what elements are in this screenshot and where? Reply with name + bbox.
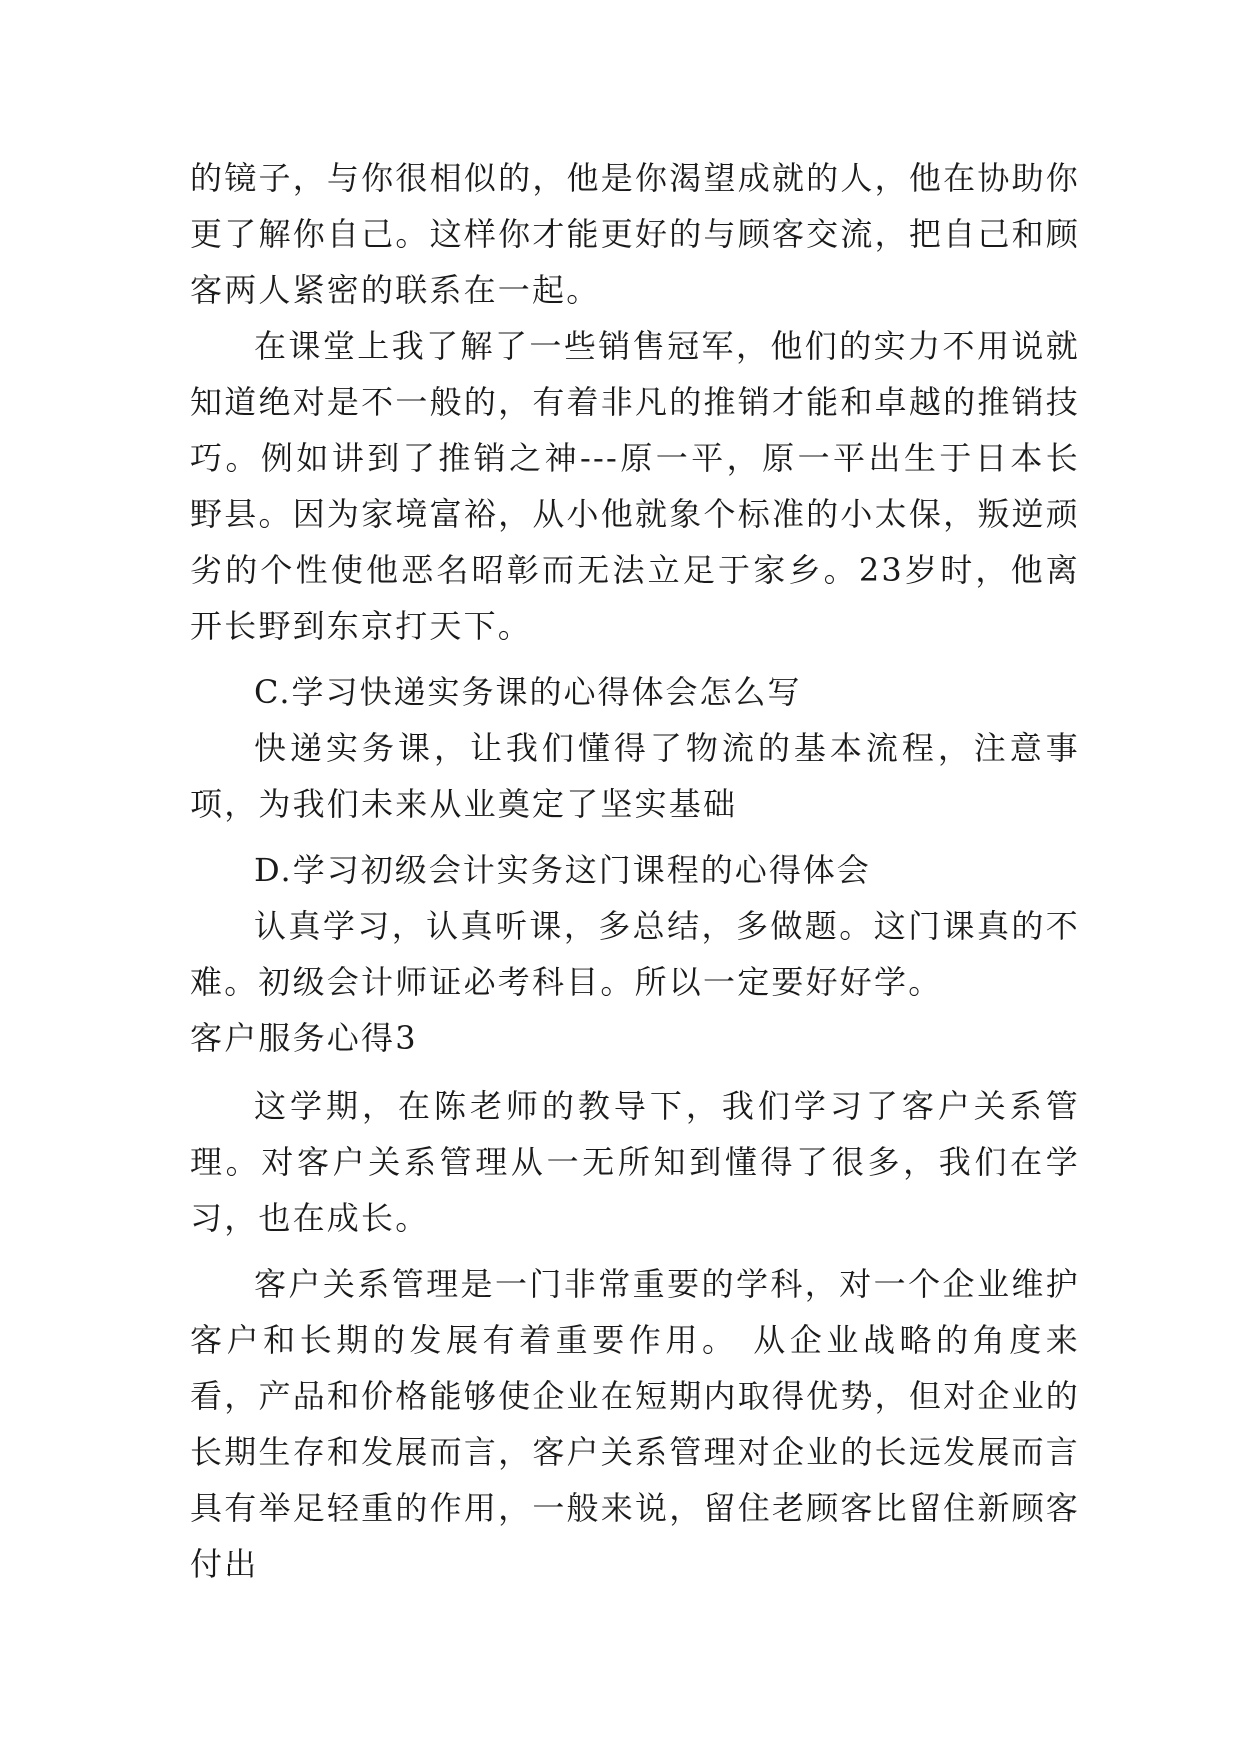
section-heading-d: D.学习初级会计实务这门课程的心得体会 (254, 851, 871, 889)
paragraph-accounting-course: 认真学习，认真听课，多总结，多做题。这门课真的不难。初级会计师证必考科目。所以一定要好好学。 (190, 907, 1080, 1001)
paragraph-crm-intro: 这学期，在陈老师的教导下，我们学习了客户关系管理。对客户关系管理从一无所知到懂得了很多，我们在学习，也在成长。 (190, 1087, 1080, 1237)
paragraph-express-course: 快递实务课，让我们懂得了物流的基本流程，注意事项，为我们未来从业奠定了坚实基础 (190, 729, 1080, 823)
paragraph-sales-champion: 在课堂上我了解了一些销售冠军，他们的实力不用说就知道绝对是不一般的，有着非凡的推销才能和卓越的推销技巧。例如讲到了推销之神---原一平，原一平出生于日本长野县。因为家境富裕，从小他就象个标准的小太保，叛逆顽劣的个性使他恶名昭彰而无法立足于家乡。23岁时，他离开长野到东京打天下。 (190, 327, 1080, 645)
paragraph-crm-importance: 客户关系管理是一门非常重要的学科，对一个企业维护客户和长期的发展有着重要作用。 从企业战略的角度来看，产品和价格能够使企业在短期内取得优势，但对企业的长期生存和发展而言，客户关系管理对企业的长远发展而言具有举足轻重的作用，一般来说，留住老顾客比留住新顾客付出 (190, 1265, 1080, 1583)
article-title-3: 客户服务心得3 (190, 1019, 418, 1057)
paragraph-continuation: 的镜子，与你很相似的，他是你渴望成就的人，他在协助你更了解你自己。这样你才能更好的与顾客交流，把自己和顾客两人紧密的联系在一起。 (190, 159, 1080, 309)
document-page (190, 150, 1080, 1602)
section-heading-c: C.学习快递实务课的心得体会怎么写 (254, 673, 802, 711)
